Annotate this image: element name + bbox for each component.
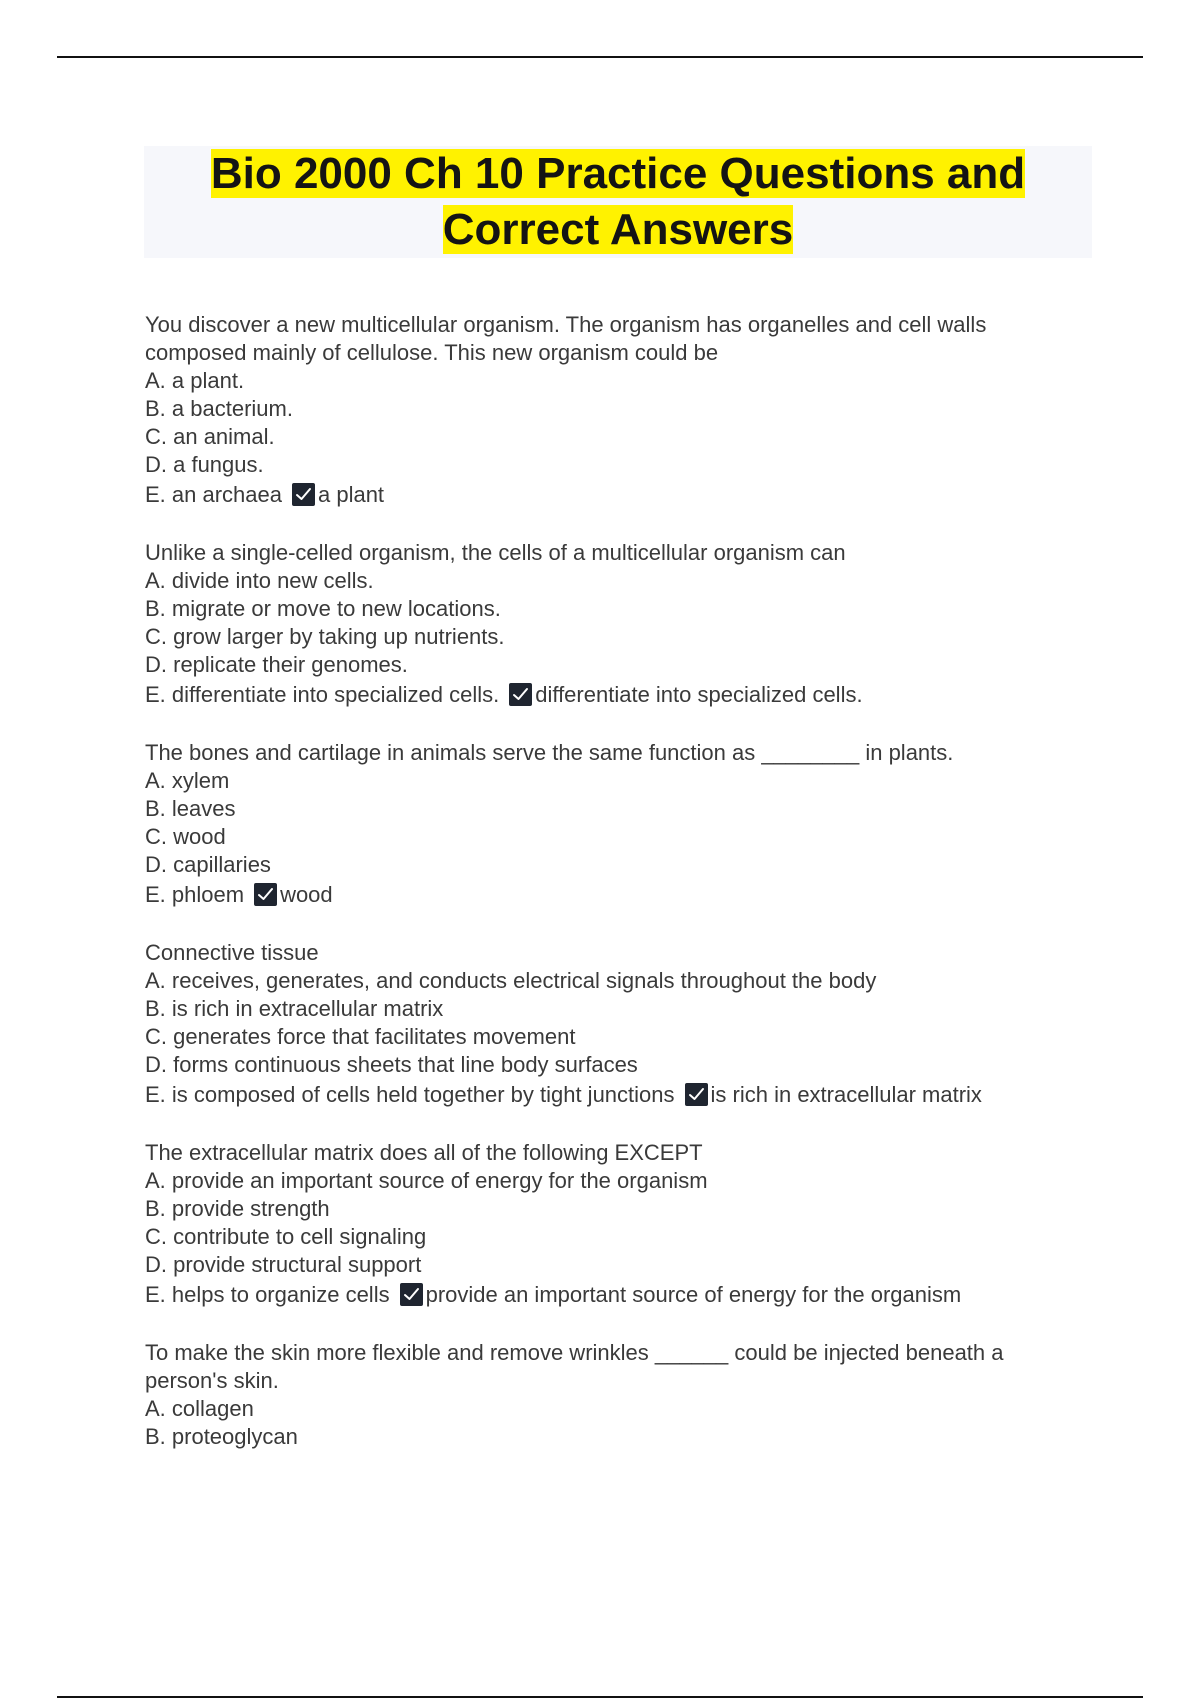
correct-answer: wood [280, 882, 333, 907]
answer-option-d: D. provide structural support [145, 1252, 422, 1277]
answer-option-d: D. a fungus. [145, 452, 264, 477]
question-5 [145, 1139, 1085, 1311]
answer-option-a: A. provide an important source of energy for the organism [145, 1168, 708, 1193]
answer-option-e: E. an archaea [145, 482, 282, 507]
answer-option-b: B. proteoglycan [145, 1424, 298, 1449]
question-2 [145, 539, 1085, 711]
answer-option-b: B. leaves [145, 796, 236, 821]
answer-option-e-line [145, 679, 1085, 711]
question-stem: You discover a new multicellular organism. The organism has organelles and cell walls composed mainly of cellulose. This new organism could be [145, 312, 987, 365]
top-divider [57, 56, 1143, 58]
answer-option-e-line [145, 479, 1085, 511]
answer-option-e-line [145, 1279, 1085, 1311]
answer-option-c: C. wood [145, 824, 226, 849]
checkbox-check-icon [509, 683, 532, 706]
question-3 [145, 739, 1085, 911]
page-title: Bio 2000 Ch 10 Practice Questions and Correct Answers [210, 149, 1026, 254]
correct-answer: is rich in extracellular matrix [710, 1082, 982, 1107]
question-stem: The bones and cartilage in animals serve the same function as ________ in plants. [145, 740, 954, 765]
question-stem: The extracellular matrix does all of the following EXCEPT [145, 1140, 703, 1165]
question-stem: Connective tissue [145, 940, 319, 965]
answer-option-a: A. collagen [145, 1396, 254, 1421]
answer-option-a: A. divide into new cells. [145, 568, 374, 593]
answer-option-b: B. provide strength [145, 1196, 330, 1221]
answer-option-a: A. receives, generates, and conducts electrical signals throughout the body [145, 968, 877, 993]
answer-option-e: E. helps to organize cells [145, 1282, 390, 1307]
answer-option-d: D. capillaries [145, 852, 271, 877]
answer-option-c: C. generates force that facilitates movement [145, 1024, 576, 1049]
answer-option-e: E. differentiate into specialized cells. [145, 682, 500, 707]
question-4 [145, 939, 1085, 1111]
checkbox-check-icon [685, 1083, 708, 1106]
correct-answer: a plant [317, 482, 385, 507]
answer-option-a: A. a plant. [145, 368, 245, 393]
question-1 [145, 311, 1085, 511]
checkbox-check-icon [292, 483, 315, 506]
checkbox-check-icon [400, 1283, 423, 1306]
correct-answer: differentiate into specialized cells. [535, 682, 863, 707]
answer-option-b: B. is rich in extracellular matrix [145, 996, 444, 1021]
answer-option-e: E. phloem [145, 882, 245, 907]
question-stem: To make the skin more flexible and remove wrinkles ______ could be injected beneath a person's skin. [145, 1340, 1004, 1393]
answer-option-b: B. migrate or move to new locations. [145, 596, 501, 621]
question-list [145, 311, 1085, 1479]
answer-option-b: B. a bacterium. [145, 396, 293, 421]
answer-option-c: C. contribute to cell signaling [145, 1224, 427, 1249]
question-6 [145, 1339, 1085, 1451]
answer-option-e: E. is composed of cells held together by tight junctions [145, 1082, 675, 1107]
question-stem: Unlike a single-celled organism, the cells of a multicellular organism can [145, 540, 846, 565]
answer-option-d: D. forms continuous sheets that line body surfaces [145, 1052, 638, 1077]
answer-option-a: A. xylem [145, 768, 230, 793]
answer-option-c: C. grow larger by taking up nutrients. [145, 624, 505, 649]
checkbox-check-icon [254, 883, 277, 906]
answer-option-e-line [145, 1079, 1085, 1111]
answer-option-d: D. replicate their genomes. [145, 652, 408, 677]
answer-option-c: C. an animal. [145, 424, 275, 449]
title-banner [144, 146, 1092, 258]
answer-option-e-line [145, 879, 1085, 911]
correct-answer: provide an important source of energy for the organism [425, 1282, 962, 1307]
bottom-divider [57, 1696, 1143, 1698]
